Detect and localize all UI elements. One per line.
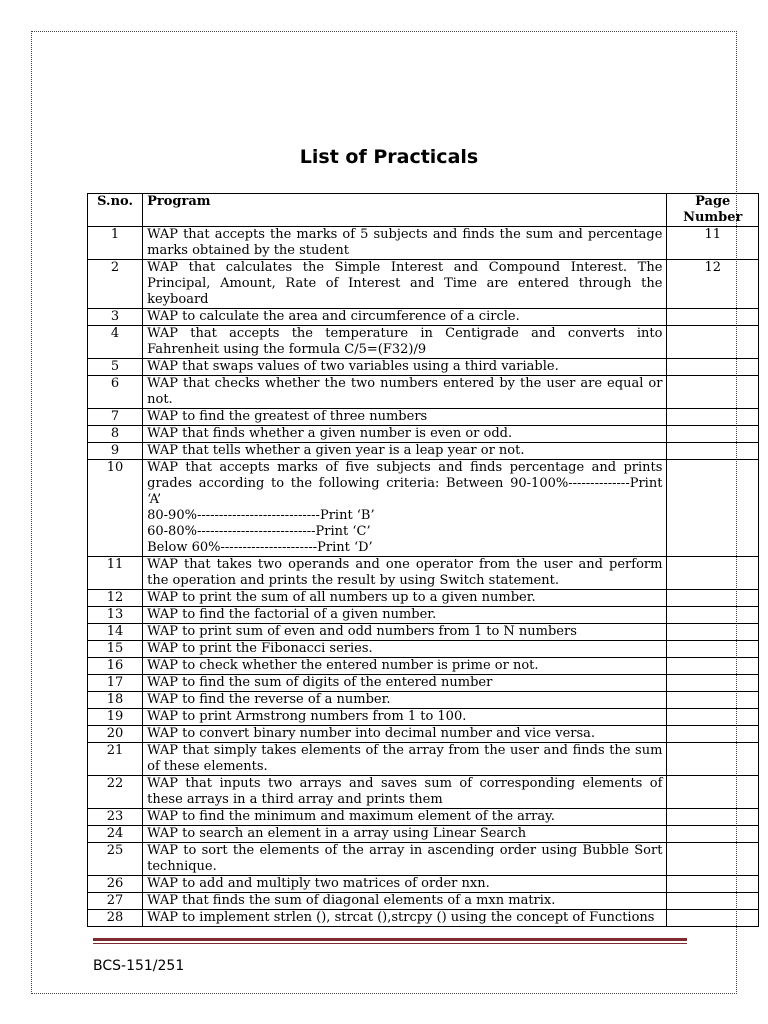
row-program [143, 826, 667, 843]
program-text: WAP to print the Fibonacci series. [147, 641, 373, 656]
table-row [88, 658, 759, 675]
footer-rule-thin [93, 943, 687, 944]
row-page-number [667, 426, 759, 443]
row-sno: 26 [88, 876, 143, 893]
program-text: WAP that finds whether a given number is even or odd. [147, 426, 513, 441]
row-page-number [667, 709, 759, 726]
program-text: 60-80%---------------------------Print ‘C’ [147, 524, 371, 539]
table-row [88, 843, 759, 876]
row-program [143, 893, 667, 910]
table-row [88, 443, 759, 460]
row-page-number: 11 [667, 227, 759, 260]
footer-course-code: BCS-151/251 [93, 958, 185, 974]
row-program [143, 260, 667, 309]
row-page-number [667, 309, 759, 326]
table-row [88, 876, 759, 893]
program-text: Below 60%----------------------Print ‘D’ [147, 540, 373, 555]
row-page-number [667, 443, 759, 460]
program-text: WAP to print sum of even and odd numbers from 1 to N numbers [147, 624, 577, 639]
row-program [143, 709, 667, 726]
program-text: WAP to print Armstrong numbers from 1 to 100. [147, 709, 467, 724]
table-row [88, 326, 759, 359]
header-page-number: Page Number [667, 194, 759, 227]
program-text: WAP that takes two operands and one operator from the user and perform the operation and prints the result by using Switch statement. [147, 557, 663, 588]
row-page-number [667, 376, 759, 409]
table-row [88, 409, 759, 426]
row-program [143, 590, 667, 607]
table-row [88, 893, 759, 910]
row-program [143, 309, 667, 326]
program-text: WAP that simply takes elements of the array from the user and finds the sum of these elements. [147, 743, 663, 774]
row-program [143, 776, 667, 809]
row-sno: 12 [88, 590, 143, 607]
row-page-number [667, 726, 759, 743]
row-sno: 6 [88, 376, 143, 409]
row-sno: 18 [88, 692, 143, 709]
program-text: WAP to search an element in a array using Linear Search [147, 826, 527, 841]
footer-rule-thick [93, 938, 687, 941]
table-row [88, 460, 759, 557]
program-text: WAP to print the sum of all numbers up to a given number. [147, 590, 536, 605]
program-text: WAP to find the reverse of a number. [147, 692, 391, 707]
row-program [143, 876, 667, 893]
row-sno: 21 [88, 743, 143, 776]
row-page-number [667, 590, 759, 607]
program-text: WAP that accepts the marks of 5 subjects and finds the sum and percentage marks obtained by the student [147, 227, 663, 258]
row-program [143, 809, 667, 826]
program-text: WAP to find the minimum and maximum element of the array. [147, 809, 555, 824]
row-sno: 9 [88, 443, 143, 460]
row-program [143, 910, 667, 927]
table-row [88, 607, 759, 624]
row-program [143, 460, 667, 557]
row-program [143, 376, 667, 409]
row-program [143, 658, 667, 675]
row-page-number [667, 776, 759, 809]
row-sno: 11 [88, 557, 143, 590]
row-program [143, 692, 667, 709]
program-text: WAP that checks whether the two numbers entered by the user are equal or not. [147, 376, 663, 407]
program-text: WAP that tells whether a given year is a leap year or not. [147, 443, 525, 458]
table-row [88, 557, 759, 590]
row-program [143, 843, 667, 876]
header-sno: S.no. [88, 194, 143, 227]
table-row [88, 641, 759, 658]
row-sno: 8 [88, 426, 143, 443]
row-page-number [667, 641, 759, 658]
program-text: WAP that inputs two arrays and saves sum of corresponding elements of these arrays in a third array and prints them [147, 776, 663, 807]
row-sno: 23 [88, 809, 143, 826]
row-page-number [667, 675, 759, 692]
row-page-number [667, 876, 759, 893]
row-page-number [667, 893, 759, 910]
row-page-number [667, 826, 759, 843]
row-program [143, 607, 667, 624]
table-row [88, 426, 759, 443]
practicals-table [87, 193, 759, 927]
table-row [88, 743, 759, 776]
program-text: WAP to convert binary number into decimal number and vice versa. [147, 726, 596, 741]
row-sno: 14 [88, 624, 143, 641]
row-sno: 17 [88, 675, 143, 692]
row-sno: 13 [88, 607, 143, 624]
row-sno: 25 [88, 843, 143, 876]
program-text: WAP to sort the elements of the array in ascending order using Bubble Sort technique. [147, 843, 663, 874]
row-page-number [667, 460, 759, 557]
row-sno: 15 [88, 641, 143, 658]
program-text: WAP to check whether the entered number is prime or not. [147, 658, 539, 673]
program-text: WAP that accepts the temperature in Centigrade and converts into Fahrenheit using the formula C/5=(F32)/9 [147, 326, 663, 357]
program-text: WAP to find the factorial of a given number. [147, 607, 437, 622]
program-text: WAP to add and multiply two matrices of order nxn. [147, 876, 490, 891]
table-header-row [88, 194, 759, 227]
row-page-number [667, 743, 759, 776]
table-row [88, 376, 759, 409]
row-page-number [667, 658, 759, 675]
row-sno: 28 [88, 910, 143, 927]
table-row [88, 809, 759, 826]
row-program [143, 426, 667, 443]
row-sno: 20 [88, 726, 143, 743]
row-program [143, 443, 667, 460]
row-program [143, 726, 667, 743]
row-sno: 2 [88, 260, 143, 309]
program-text: WAP that accepts marks of five subjects and finds percentage and prints grades according to the following criteria: Between 90-100%--------------Print ‘A’ [147, 460, 663, 507]
row-page-number [667, 326, 759, 359]
row-page-number [667, 843, 759, 876]
table-row [88, 260, 759, 309]
table-row [88, 726, 759, 743]
row-program [143, 557, 667, 590]
row-page-number [667, 809, 759, 826]
row-program [143, 359, 667, 376]
row-program [143, 743, 667, 776]
table-row [88, 826, 759, 843]
row-sno: 7 [88, 409, 143, 426]
page-title: List of Practicals [299, 146, 479, 168]
row-sno: 3 [88, 309, 143, 326]
row-sno: 22 [88, 776, 143, 809]
program-text: WAP to find the greatest of three numbers [147, 409, 428, 424]
row-page-number [667, 359, 759, 376]
program-text: WAP that finds the sum of diagonal elements of a mxn matrix. [147, 893, 556, 908]
row-sno: 27 [88, 893, 143, 910]
table-row [88, 776, 759, 809]
row-program [143, 326, 667, 359]
row-sno: 5 [88, 359, 143, 376]
row-page-number [667, 409, 759, 426]
table-row [88, 309, 759, 326]
row-program [143, 409, 667, 426]
row-sno: 19 [88, 709, 143, 726]
row-program [143, 624, 667, 641]
table-row [88, 675, 759, 692]
row-sno: 10 [88, 460, 143, 557]
row-sno: 1 [88, 227, 143, 260]
program-text: 80-90%----------------------------Print ‘B’ [147, 508, 375, 523]
table-row [88, 910, 759, 927]
program-text: WAP to calculate the area and circumference of a circle. [147, 309, 520, 324]
row-program [143, 641, 667, 658]
row-page-number [667, 624, 759, 641]
row-sno: 16 [88, 658, 143, 675]
row-program [143, 227, 667, 260]
row-page-number [667, 557, 759, 590]
table-row [88, 590, 759, 607]
header-program: Program [143, 194, 667, 227]
table-body [88, 227, 759, 927]
program-text: WAP that swaps values of two variables using a third variable. [147, 359, 559, 374]
row-sno: 4 [88, 326, 143, 359]
table-row [88, 624, 759, 641]
row-page-number [667, 607, 759, 624]
table-row [88, 709, 759, 726]
program-text: WAP that calculates the Simple Interest and Compound Interest. The Principal, Amount, Rate of Interest and Time are entered through the keyboard [147, 260, 663, 307]
table-row [88, 227, 759, 260]
row-sno: 24 [88, 826, 143, 843]
table-row [88, 359, 759, 376]
row-page-number: 12 [667, 260, 759, 309]
table-row [88, 692, 759, 709]
row-page-number [667, 910, 759, 927]
row-page-number [667, 692, 759, 709]
program-text: WAP to find the sum of digits of the entered number [147, 675, 493, 690]
program-text: WAP to implement strlen (), strcat (),strcpy () using the concept of Functions [147, 910, 655, 925]
row-program [143, 675, 667, 692]
